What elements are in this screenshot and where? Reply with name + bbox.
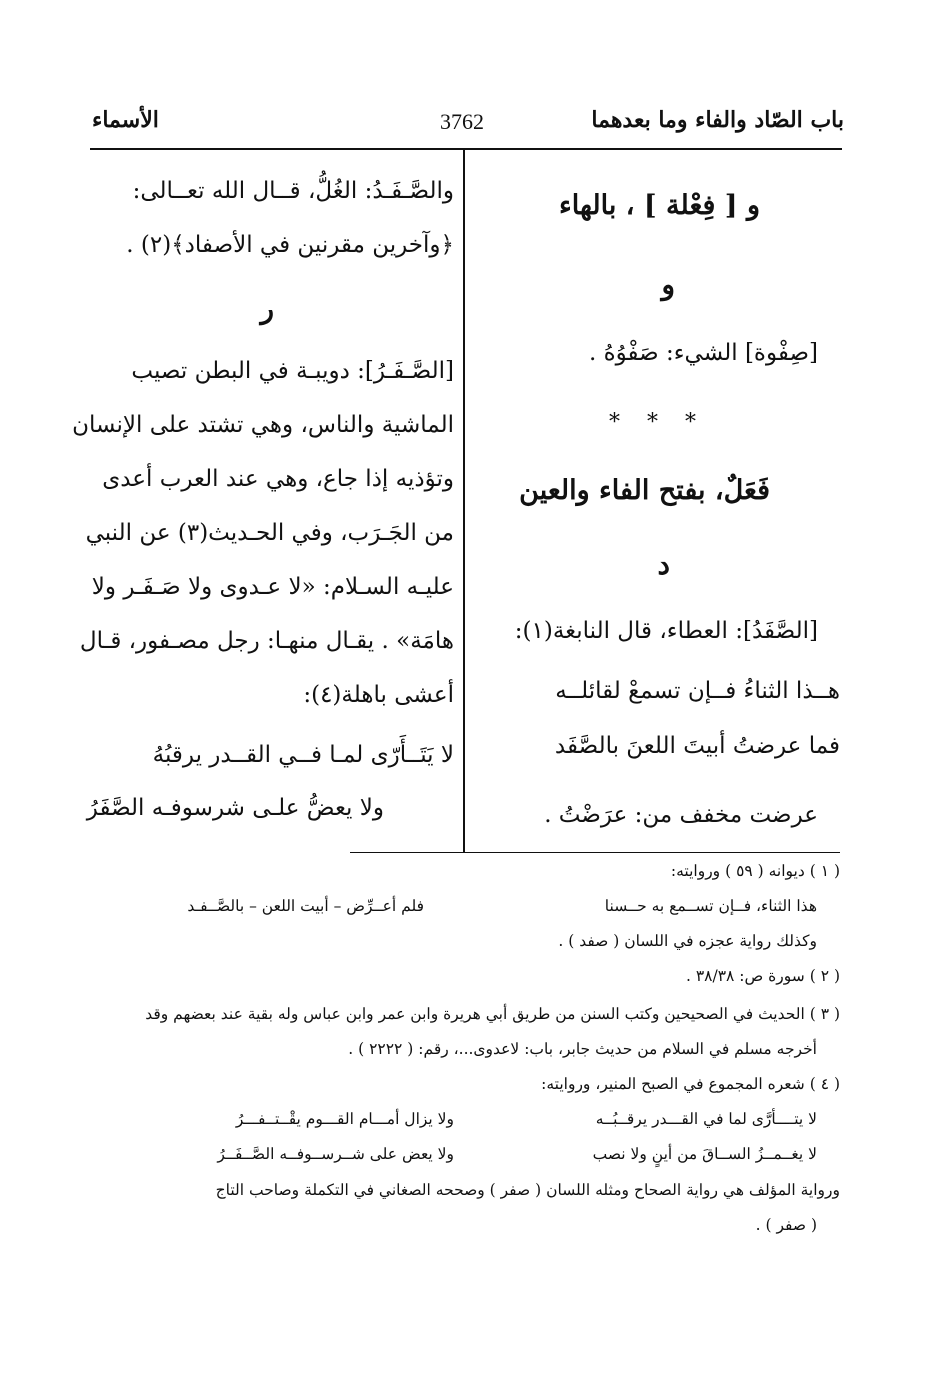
footnote-1: ( ١ ) ديوانه ( ٥٩ ) وروايته: xyxy=(670,862,840,880)
footnote-rule xyxy=(350,852,840,853)
entry-line: [الصَّـفَـرُ]: دويبـة في البطن تصيب xyxy=(131,358,454,384)
entry-line: من الجَـرَب، وفي الحـديث(٣) عن النبي xyxy=(85,520,454,546)
footnote-note: ورواية المؤلف هي رواية الصحاح ومثله اللسان ( صفر ) وصححه الصغاني في التكملة وصاحب التاج xyxy=(215,1181,840,1199)
footnote-note: وكذلك رواية عجزه في اللسان ( صفد ) . xyxy=(558,932,817,950)
entry-line: الماشية والناس، وهي تشتد على الإنسان xyxy=(72,412,454,438)
footnote-verse: فلم أعــرِّض – أبيت اللعن – بالصَّــفـد xyxy=(187,897,424,915)
footnote-3: ( ٣ ) الحديث في الصحيحين وكتب السنن من طريق أبي هريرة وابن عمر وابن عباس وله بقية عند بعضهم وقد xyxy=(145,1005,840,1023)
entry-line: عليـه السـلام: «لا عـدوى ولا صَـفَـر ولا xyxy=(91,574,454,600)
footnote-note: ( صفر ) . xyxy=(755,1216,817,1234)
verse-line: ولا يعضُّ علـى شرسوفـه الصَّفَرُ xyxy=(86,795,384,821)
footnote-verse: ولا يعض على شــرســوفــه الصَّــفَــرُ xyxy=(217,1145,454,1163)
footnote-verse: لا يتــــأرَّى لما في القـــدر يرقــبُــه xyxy=(595,1110,817,1128)
separator-stars: * * * xyxy=(609,410,706,435)
verse-line: فما عرضتُ أبيتَ اللعنَ بالصَّفَد xyxy=(554,733,840,759)
verse-line: هــذا الثناءُ فــإن تسمعْ لقائلــه xyxy=(555,678,840,704)
entry-line: [صِفْوة] الشيء: صَفْوُهُ . xyxy=(588,340,818,366)
footnote-2: ( ٢ ) سورة ص: ٣٨/٣٨ . xyxy=(685,967,840,985)
header-rule xyxy=(90,148,842,150)
entry-heading: و [ فِعْلة ] ، بالهاء xyxy=(559,190,760,221)
root-letter: د xyxy=(657,548,670,581)
section-title: الأسماء xyxy=(92,107,159,133)
entry-line: والصَّـفَـدُ: الغُلُّ، قــال الله تعــالى: xyxy=(132,178,454,204)
entry-line: [الصَّفَدُ]: العطاء، قال النابغة(١): xyxy=(514,618,818,644)
column-divider xyxy=(463,150,465,852)
quran-quote: ﴿وآخرين مقرنين في الأصفاد﴾(٢) . xyxy=(126,232,454,258)
entry-line: عرضت مخفف من: عرَضْتُ . xyxy=(544,802,818,828)
verse-line: لا يَتَــأَرّى لمـا فــي القــدر يرقبُهُ xyxy=(152,742,454,768)
footnote-verse: لا يغــمــزُ الســاقَ من أينٍ ولا نصب xyxy=(592,1145,817,1163)
entry-line: وتؤذيه إذا جاع، وهي عند العرب أعدى xyxy=(102,466,454,492)
entry-line: أعشى باهلة(٤): xyxy=(303,682,454,708)
entry-line: هامَة» . يقـال منهـا: رجل مصـفور، قـال xyxy=(79,628,454,654)
footnote-3-cont: أخرجه مسلم في السلام من حديث جابر، باب: لاعدوى...، رقم: ( ٢٢٢٢ ) . xyxy=(348,1040,817,1058)
entry-heading: فَعَلٌ، بفتح الفاء والعين xyxy=(519,475,770,506)
footnote-4: ( ٤ ) شعره المجموع في الصبح المنير، وروايته: xyxy=(541,1075,840,1093)
root-letter: ر xyxy=(260,292,274,325)
footnote-verse: هذا الثناء، فــإن تســمع به حــسنا xyxy=(604,897,817,915)
page-number: 3762 xyxy=(440,109,484,134)
chapter-title: باب الصّاد والفاء وما بعدهما xyxy=(591,107,844,133)
root-letter: و xyxy=(661,268,675,301)
footnote-verse: ولا يزال أمـــام القـــوم يقْــتــفـــرُ xyxy=(235,1110,454,1128)
